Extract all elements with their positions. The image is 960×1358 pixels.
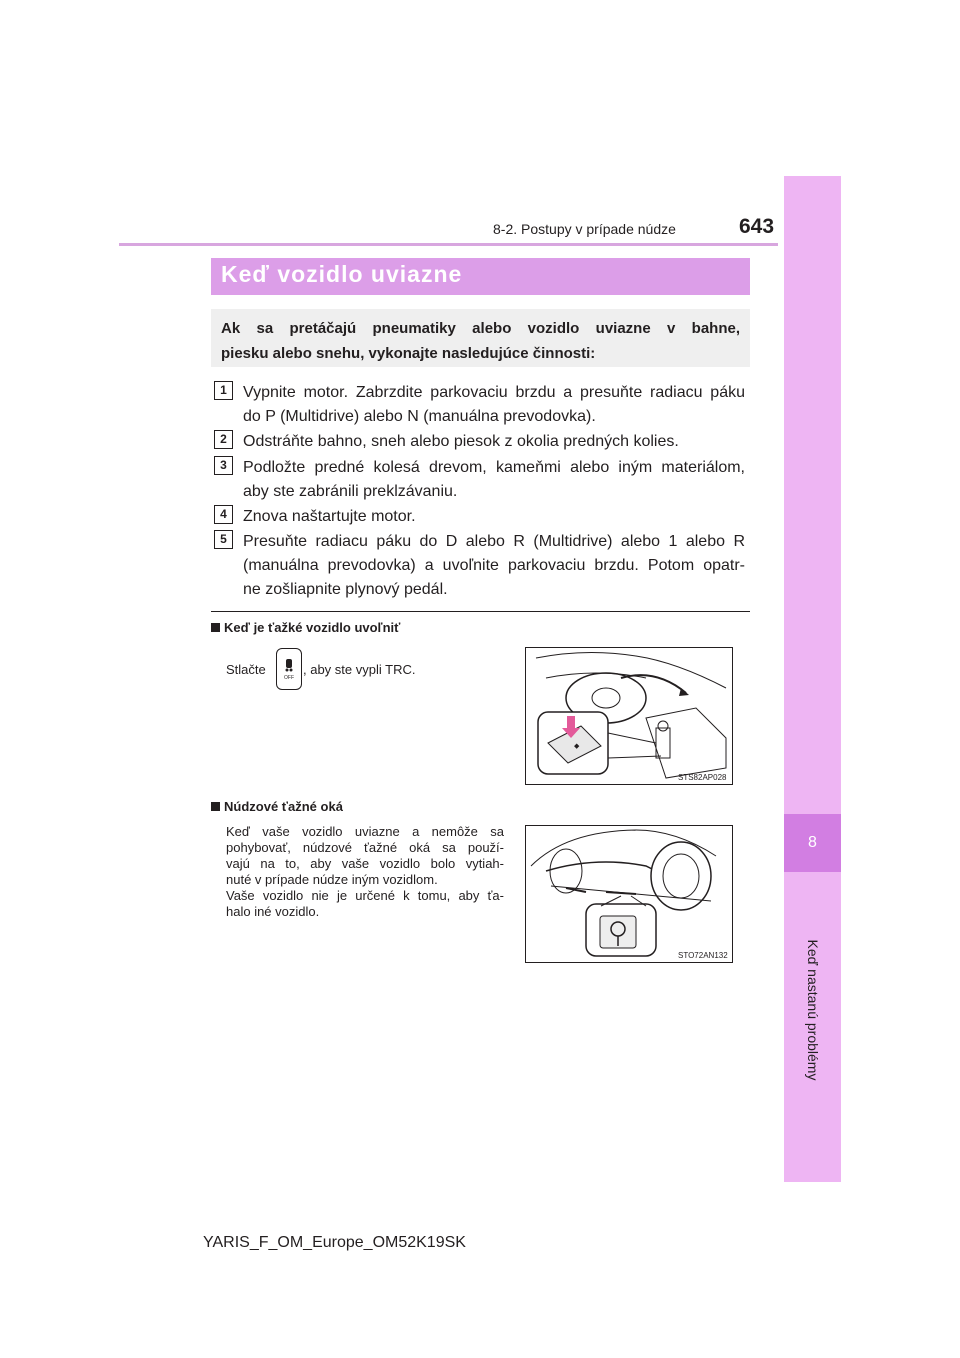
page-number: 643 (739, 215, 775, 238)
step-4-number: 4 (214, 505, 233, 524)
tow-hook-illustration (525, 825, 733, 963)
step-2-number: 2 (214, 430, 233, 449)
subheading-hard-release: Keď je ťažké vozidlo uvoľniť (211, 620, 400, 635)
tow-hooks-line-3: vajú na to, aby vaše vozidlo bolo vytiah- (226, 856, 504, 871)
chapter-number-badge: 8 (784, 814, 841, 872)
tow-hooks-line-5: Vaše vozidlo nie je určené k tomu, aby ťa- (226, 888, 504, 903)
svg-text:OFF: OFF (284, 675, 294, 681)
step-5-number: 5 (214, 530, 233, 549)
intro-box (211, 309, 750, 367)
page-title: Keď vozidlo uviazne (221, 261, 463, 287)
step-1-line-2: do P (Multidrive) alebo N (manuálna prevodovka). (243, 408, 596, 425)
step-3-line-2: aby ste zabránili preklzávaniu. (243, 483, 458, 500)
section-heading: 8-2. Postupy v prípade núdze (493, 221, 676, 237)
step-1-line-1: Vypnite motor. Zabrzdite parkovaciu brzdu a presuňte radiacu páku (243, 384, 745, 401)
step-1-number: 1 (214, 381, 233, 400)
step-5-line-2: (manuálna prevodovka) a uvoľnite parkovaciu brzdu. Potom opatr- (243, 557, 745, 574)
trc-off-button-icon (276, 648, 302, 690)
chapter-title-vertical: Keď nastanú problémy (805, 939, 821, 1081)
step-3-line-1: Podložte predné kolesá drevom, kameňmi alebo iným materiálom, (243, 459, 745, 476)
intro-line-1: Ak sa pretáčajú pneumatiky alebo vozidlo uviazne v bahne, (221, 320, 740, 337)
header-divider (119, 243, 778, 246)
tow-hooks-line-4: nuté v prípade núdze iným vozidlom. (226, 872, 438, 887)
square-bullet-icon (211, 802, 220, 811)
step-4-line-1: Znova naštartujte motor. (243, 508, 416, 525)
step-5-line-3: ne zošliapnite plynový pedál. (243, 581, 448, 598)
figure-code-trc: STS82AP028 (678, 773, 727, 782)
section-divider (211, 611, 750, 612)
step-5-line-1: Presuňte radiacu páku do D alebo R (Multidrive) alebo 1 alebo R (243, 533, 745, 550)
page-title-bar (211, 258, 750, 295)
tow-hooks-line-2: pohybovať, núdzové ťažné oká sa použí- (226, 840, 504, 855)
figure-code-tow: STO72AN132 (678, 951, 728, 960)
subheading-tow-hooks: Núdzové ťažné oká (211, 799, 343, 814)
tow-hooks-line-1: Keď vaše vozidlo uviazne a nemôže sa (226, 824, 504, 839)
square-bullet-icon (211, 623, 220, 632)
trc-instruction-after: , aby ste vypli TRC. (303, 662, 416, 677)
step-3-number: 3 (214, 456, 233, 475)
trc-switch-illustration (525, 647, 733, 785)
tow-hooks-line-6: halo iné vozidlo. (226, 904, 320, 919)
intro-line-2: piesku alebo snehu, vykonajte nasledujúce činnosti: (221, 345, 596, 362)
trc-instruction-before: Stlačte (226, 662, 266, 677)
svg-text:◆: ◆ (574, 743, 580, 750)
step-2-line-1: Odstráňte bahno, sneh alebo piesok z okolia predných kolies. (243, 433, 679, 450)
document-footer: YARIS_F_OM_Europe_OM52K19SK (203, 1234, 466, 1251)
